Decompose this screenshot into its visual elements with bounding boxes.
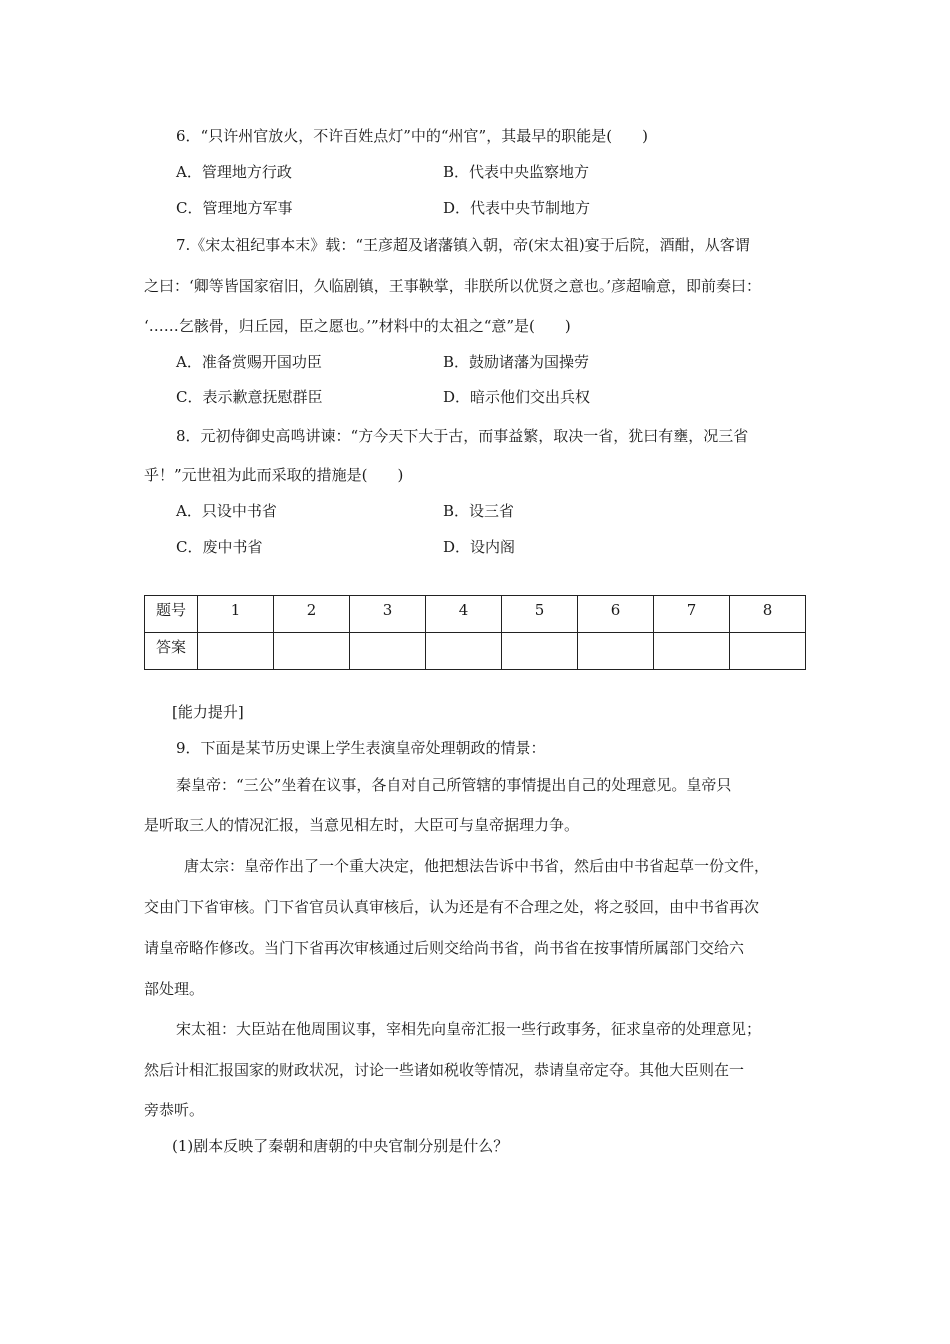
q7-option-d: D．暗示他们交出兵权 [443, 388, 591, 406]
q7-option-b: B．鼓励诸藩为国操劳 [443, 353, 590, 371]
table-label-question-number: 题号 [145, 596, 198, 633]
q8-option-a: A．只设中书省 [176, 502, 277, 520]
answer-table-answer-row [145, 633, 806, 670]
q8-stem-line-2: 乎！”元世祖为此而采取的措施是( ) [144, 466, 404, 484]
q6-option-a: A．管理地方行政 [176, 163, 292, 181]
table-answer-cell[interactable] [274, 633, 350, 670]
table-answer-cell[interactable] [426, 633, 502, 670]
table-number-cell: 8 [730, 596, 806, 633]
q9-tang-line-1: 唐太宗：皇帝作出了一个重大决定，他把想法告诉中书省，然后由中书省起草一份文件， [184, 857, 770, 875]
q9-qin-line-1: 秦皇帝：“三公”坐着在议事，各自对自己所管辖的事情提出自己的处理意见。皇帝只 [176, 776, 732, 794]
table-answer-cell[interactable] [502, 633, 578, 670]
table-number-cell: 4 [426, 596, 502, 633]
q8-option-b: B．设三省 [443, 502, 515, 520]
q9-tang-line-2: 交由门下省审核。门下省官员认真审核后，认为还是有不合理之处，将之驳回，由中书省再次 [144, 898, 760, 916]
table-number-cell: 7 [654, 596, 730, 633]
q7-stem-line-1: 7.《宋太祖纪事本末》载：“王彦超及诸藩镇入朝，帝(宋太祖)宴于后院，酒酣，从客谓 [176, 236, 750, 254]
q6-option-c: C．管理地方军事 [176, 199, 293, 217]
q9-song-line-2: 然后计相汇报国家的财政状况，讨论一些诸如税收等情况，恭请皇帝定夺。其他大臣则在一 [144, 1061, 745, 1079]
q9-sub-question-1: (1)剧本反映了秦朝和唐朝的中央官制分别是什么？ [172, 1137, 509, 1155]
answer-table [144, 595, 806, 670]
table-number-cell: 2 [274, 596, 350, 633]
table-number-cell: 1 [198, 596, 274, 633]
q7-option-a: A．准备赏赐开国功臣 [176, 353, 322, 371]
table-number-cell: 6 [578, 596, 654, 633]
q9-song-line-3: 旁恭听。 [144, 1101, 205, 1119]
table-answer-cell[interactable] [350, 633, 426, 670]
q9-tang-line-4: 部处理。 [144, 980, 205, 998]
q9-intro: 9．下面是某节历史课上学生表演皇帝处理朝政的情景： [176, 739, 546, 757]
table-answer-cell[interactable] [198, 633, 274, 670]
table-answer-cell[interactable] [654, 633, 730, 670]
q8-option-d: D．设内阁 [443, 538, 516, 556]
table-answer-cell[interactable] [578, 633, 654, 670]
table-answer-cell[interactable] [730, 633, 806, 670]
q6-option-b: B．代表中央监察地方 [443, 163, 590, 181]
q9-song-line-1: 宋太祖：大臣站在他周围议事，宰相先向皇帝汇报一些行政事务，征求皇帝的处理意见； [176, 1020, 762, 1038]
q7-stem-line-3: ‘……乞骸骨，归丘园，臣之愿也。’”材料中的太祖之“意”是( ) [144, 317, 571, 335]
q7-option-c: C．表示歉意抚慰群臣 [176, 388, 323, 406]
q8-stem-line-1: 8．元初侍御史高鸣讲谏：“方今天下大于古，而事益繁，取决一省，犹曰有壅，况三省 [176, 427, 749, 445]
q6-stem: 6．“只许州官放火，不许百姓点灯”中的“州官”，其最早的职能是( ) [176, 127, 648, 145]
section-title: [能力提升] [172, 703, 244, 721]
table-number-cell: 3 [350, 596, 426, 633]
q9-qin-line-2: 是听取三人的情况汇报，当意见相左时，大臣可与皇帝据理力争。 [144, 816, 580, 834]
q9-tang-line-3: 请皇帝略作修改。当门下省再次审核通过后则交给尚书省，尚书省在按事情所属部门交给六 [144, 939, 745, 957]
q7-stem-line-2: 之曰：‘卿等皆国家宿旧，久临剧镇，王事鞅掌，非朕所以优贤之意也。’彦超喻意，即前奏曰： [144, 277, 762, 295]
q6-option-d: D．代表中央节制地方 [443, 199, 591, 217]
answer-table-number-row [145, 596, 806, 633]
table-label-answer: 答案 [145, 633, 198, 670]
table-number-cell: 5 [502, 596, 578, 633]
q8-option-c: C．废中书省 [176, 538, 263, 556]
